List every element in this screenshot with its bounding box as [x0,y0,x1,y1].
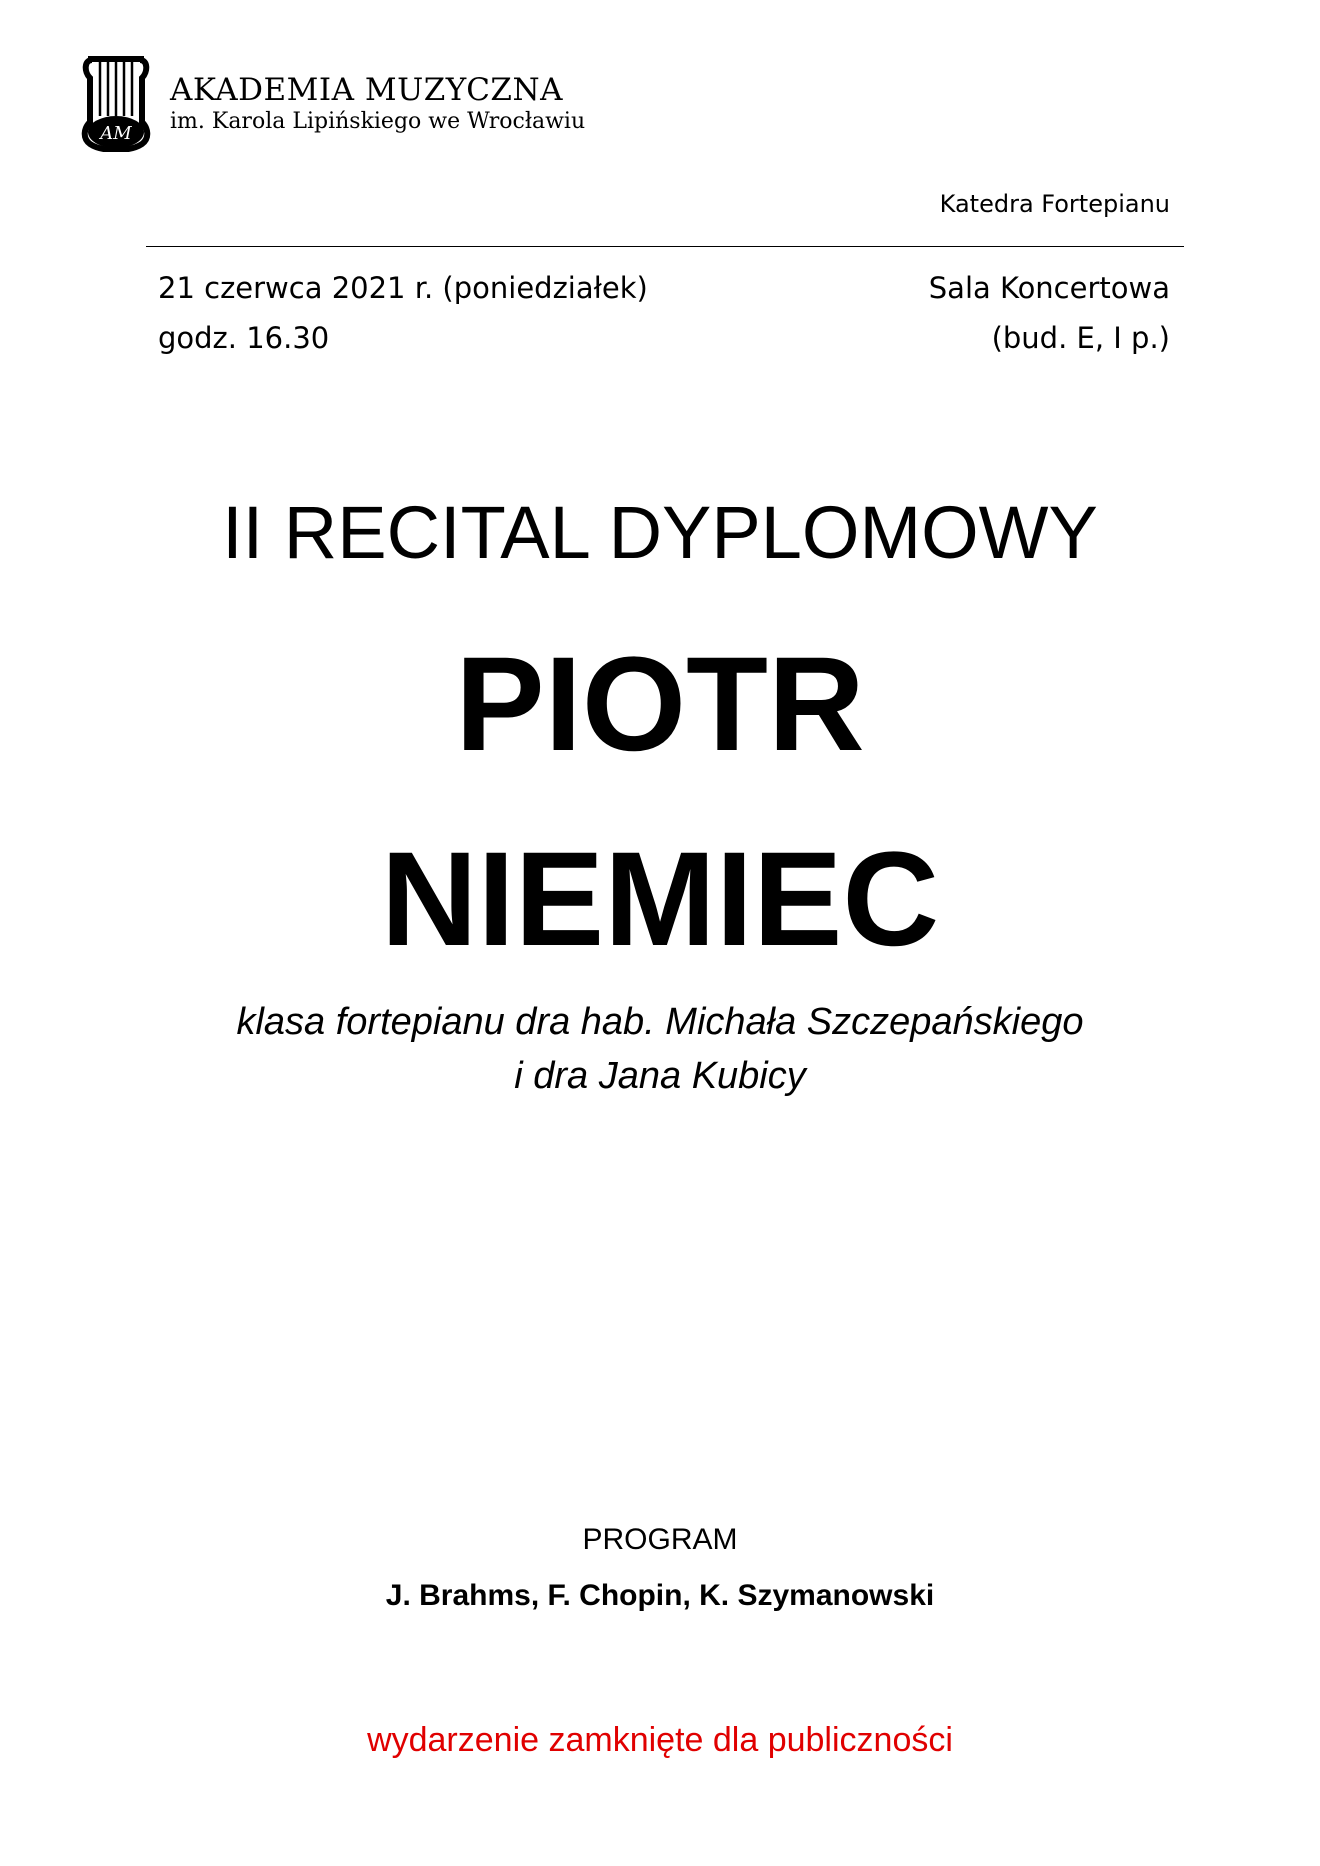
performer-first-name: PIOTR [455,630,865,779]
lyre-logo-icon [80,52,152,152]
venue-detail: (bud. E, I p.) [991,321,1170,355]
organization-subtitle: im. Karola Lipińskiego we Wrocławiu [170,109,586,134]
recital-title: II RECITAL DYPLOMOWY [222,491,1098,574]
teacher-line-2: i dra Jana Kubicy [514,1055,806,1097]
program-composers: J. Brahms, F. Chopin, K. Szymanowski [385,1579,935,1612]
teacher-info [0,995,1320,1103]
teacher-line-1: klasa fortepianu dra hab. Michała Szczepańskiego [236,1001,1084,1043]
organization-block [170,72,585,136]
closed-event-notice: wydarzenie zamknięte dla publiczności [367,1721,953,1759]
program-heading: PROGRAM [582,1523,738,1556]
event-venue [929,263,1170,363]
header-divider [146,246,1184,247]
organization-name: AKADEMIA MUZYCZNA [170,72,563,108]
event-datetime [158,263,648,363]
performer-last-name: NIEMIEC [380,825,940,974]
venue-name: Sala Koncertowa [928,271,1170,305]
department-label: Katedra Fortepianu [939,190,1170,218]
event-date: 21 czerwca 2021 r. (poniedziałek) [158,271,648,305]
svg-text:AM: AM [100,123,132,144]
event-time: godz. 16.30 [158,321,330,355]
